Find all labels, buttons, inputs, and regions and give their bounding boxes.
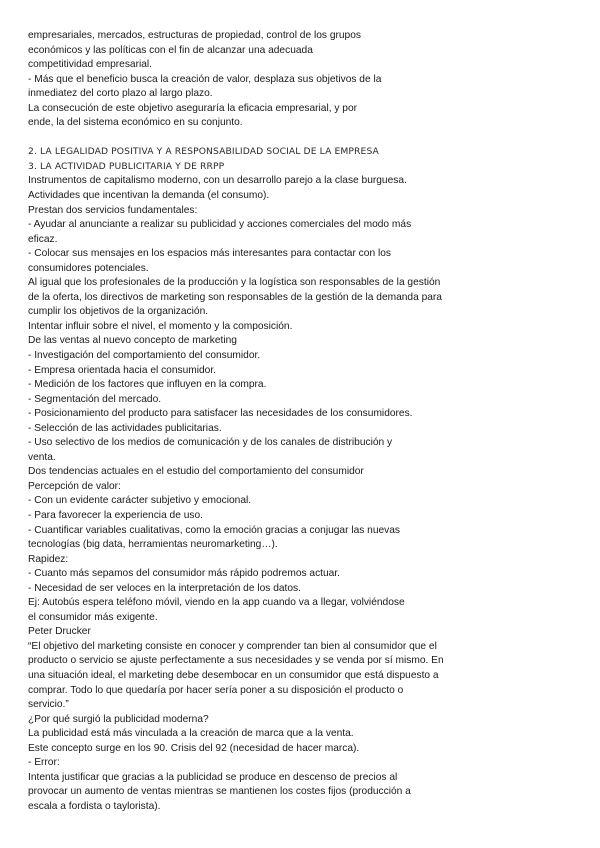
- body-line: Rapidez:: [28, 553, 69, 565]
- document-text: [28, 29, 580, 814]
- body-line: Intenta justificar que gracias a la publicidad se produce en descenso de precios al: [28, 771, 398, 783]
- body-line: Percepción de valor:: [28, 480, 121, 492]
- body-line: - Necesidad de ser veloces en la interpretación de los datos.: [28, 582, 301, 594]
- body-line: tecnologías (big data, herramientas neuromarketing…).: [28, 539, 278, 551]
- body-line: - Empresa orientada hacia el consumidor.: [28, 364, 217, 376]
- intro-line: empresariales, mercados, estructuras de propiedad, control de los grupos: [28, 30, 361, 41]
- body-line: venta.: [28, 451, 56, 463]
- body-line: - Cuantificar variables cualitativas, como la emoción gracias a conjugar las nuevas: [28, 524, 401, 536]
- body-line: Peter Drucker: [28, 626, 91, 638]
- intro-line: - Más que el beneficio busca la creación de valor, desplaza sus objetivos de la: [28, 73, 382, 85]
- body-line: Al igual que los profesionales de la producción y la logística son responsables de la gestión: [28, 277, 441, 289]
- body-line: Este concepto surge en los 90. Crisis del 92 (necesidad de hacer marca).: [28, 742, 360, 754]
- body-line: producto o servicio se ajuste perfectamente a sus necesidades y se venda por sí mismo. En: [28, 655, 444, 667]
- body-line: - Cuanto más sepamos del consumidor más rápido podremos actuar.: [28, 568, 341, 580]
- intro-line: competitividad empresarial.: [28, 59, 153, 71]
- intro-line: La consecución de este objetivo aseguraría la eficacia empresarial, y por: [28, 102, 358, 114]
- body-line: comprar. Todo lo que quedaría por hacer sería poner a su disposición el producto o: [28, 684, 404, 696]
- body-line: - Segmentación del mercado.: [28, 393, 162, 405]
- intro-line: económicos y las políticas con el fin de alcanzar una adecuada: [28, 44, 313, 56]
- body-line: - Para favorecer la experiencia de uso.: [28, 510, 203, 521]
- body-line: - Investigación del comportamiento del consumidor.: [28, 349, 261, 361]
- body-line: - Posicionamiento del producto para satisfacer las necesidades de los consumidores.: [28, 408, 413, 420]
- intro-line: inmediatez del corto plazo al largo plazo.: [28, 88, 213, 100]
- body-line: Instrumentos de capitalismo moderno, con un desarrollo parejo a la clase burguesa.: [28, 175, 407, 187]
- body-line: - Selección de las actividades publicitarias.: [28, 422, 222, 434]
- body-line: - Con un evidente carácter subjetivo y emocional.: [28, 495, 252, 507]
- body-line: consumidores potenciales.: [28, 262, 149, 274]
- body-line: ¿Por qué surgió la publicidad moderna?: [28, 713, 209, 725]
- section-heading-3: 3. LA ACTIVIDAD PUBLICITARIA Y DE RRPP: [28, 160, 225, 172]
- body-line: La publicidad está más vinculada a la creación de marca que a la venta.: [28, 728, 354, 740]
- body-line: - Uso selectivo de los medios de comunicación y de los canales de distribución y: [28, 437, 393, 449]
- body-line: Prestan dos servicios fundamentales:: [28, 204, 198, 216]
- paragraph-gap: [28, 131, 580, 146]
- section-heading-2: 2. LA LEGALIDAD POSITIVA Y A RESPONSABILIDAD SOCIAL DE LA EMPRESA: [28, 146, 379, 158]
- body-line: Ej: Autobús espera teléfono móvil, viendo en la app cuando va a llegar, volviéndose: [28, 597, 405, 609]
- body-line: de la oferta, los directivos de marketing son responsables de la gestión de la demanda para: [28, 291, 442, 303]
- body-line: eficaz.: [28, 233, 58, 245]
- body-line: Actividades que incentivan la demanda (el consumo).: [28, 189, 270, 201]
- body-line: el consumidor más exigente.: [28, 611, 158, 623]
- body-line: - Colocar sus mensajes en los espacios más interesantes para contactar con los: [28, 248, 391, 260]
- body-line: - Medición de los factores que influyen en la compra.: [28, 379, 267, 391]
- body-line: - Error:: [28, 757, 60, 769]
- body-line: De las ventas al nuevo concepto de marketing: [28, 335, 237, 347]
- body-line: - Ayudar al anunciante a realizar su publicidad y acciones comerciales del modo más: [28, 219, 412, 231]
- intro-line: ende, la del sistema económico en su conjunto.: [28, 117, 243, 129]
- body-line: una situación ideal, el marketing debe desembocar en un consumidor que está dispuesto a: [28, 670, 439, 682]
- body-line: “El objetivo del marketing consiste en conocer y comprender tan bien al consumidor que el: [28, 640, 437, 652]
- body-line: Dos tendencias actuales en el estudio del comportamiento del consumidor: [28, 466, 364, 478]
- body-line: escala a fordista o taylorista).: [28, 800, 161, 812]
- body-line: provocar un aumento de ventas mientras se mantienen los costes fijos (producción a: [28, 786, 411, 798]
- body-line: Intentar influir sobre el nivel, el momento y la composición.: [28, 320, 293, 332]
- body-line: servicio.”: [28, 699, 69, 711]
- body-line: cumplir los objetivos de la organización.: [28, 306, 209, 318]
